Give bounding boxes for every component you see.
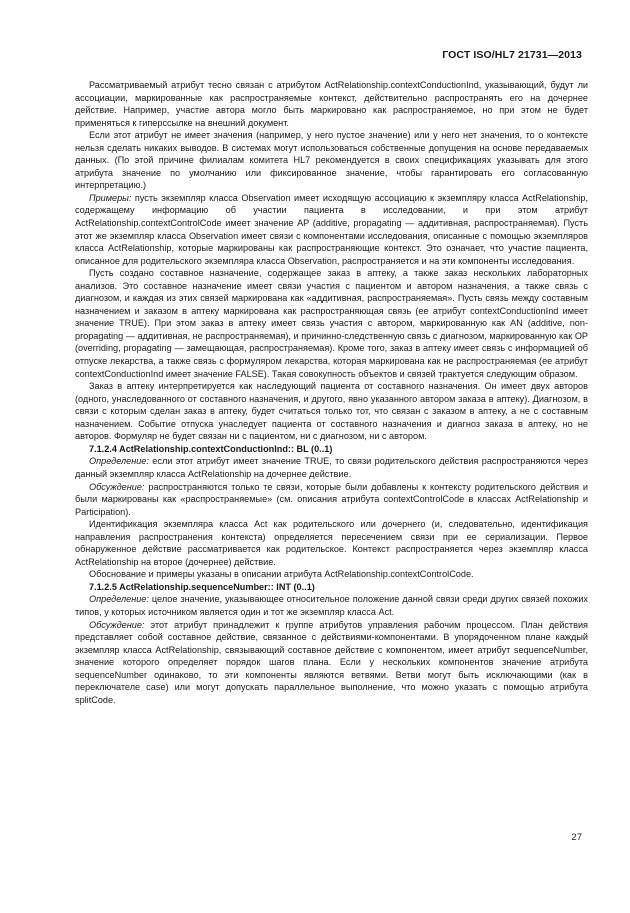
document-header: ГОСТ ISO/HL7 21731—2013 [442,49,582,61]
paragraph [75,192,588,267]
paragraph-lead: Примеры: [89,192,132,203]
paragraph-text: этот атрибут принадлежит к группе атрибутов управления рабочим процессом. План действия представляет собой составное действие, связанное с действиями-компонентами. В упорядоченном плане каждый экземпляр класса ActRelationship, связывающий составное действие с компонентом, имеет атрибут sequenceNumber, значение которого определяет порядок шагов плана. Если у нескольких компонентов значение атрибута sequenceNumber одинаково, то эти компоненты являются ветвями. Ветви могут быть исключающими (как в переключателе case) или могут допускать параллельное выполнение, что можно указать с помощью атрибута splitCode. [75,619,588,705]
paragraph [75,79,588,129]
paragraph [75,129,588,192]
paragraph [75,481,588,519]
paragraph-text: Обоснование и примеры указаны в описании атрибута ActRelationship.contextControlCode. [89,569,474,580]
paragraph-text: Идентификация экземпляра класса Act как родительского или дочернего (и, следовательно, идентификация направления распространения контекста) определяется пересечением связи при ее сериализации. Первое обнаруженное действие рассматривается как родительское. Контекст распространяется через экземпляр класса ActRelationship на второе (дочернее) действие. [75,519,588,567]
section-heading [75,443,588,456]
paragraph-text: Если этот атрибут не имеет значения (например, у него пустое значение) или у него нет значения, то о контексте нельзя сделать никаких выводов. В системах могут использоваться собственные допущения на основе передаваемых данных. (По этой причине филиалам комитета HL7 рекомендуется в своих спецификациях указывать для этого атрибута значение по умолчанию или фиксированное значение, чтобы гарантировать его согласованную интерпретацию.) [75,130,588,191]
paragraph [75,619,588,707]
paragraph [75,267,588,380]
body-text [75,79,588,706]
paragraph-text: Пусть создано составное назначение, содержащее заказ в аптеку, а также заказ нескольких лабораторных анализов. Это составное назначение имеет связи участия с пациентом и автором назначения, а также связь с диагнозом, и каждая из этих связей маркирована как «аддитивная, распространяемая». Пусть связь между составным назначением и заказом в аптеку маркирована как распространяющая связь (ее атрибут contextConductionInd имеет значение TRUE). При этом заказ в аптеку имеет связь участия с автором, маркированную как AN (additive, non-propagating — аддитивная, не распространяемая), и причинно-следственную связь с диагнозом, маркированную как OP (overriding, propagating — замещающая, распространяемая). Кроме того, заказ в аптеку имеет связь с информацией об отпуске лекарства, а также связь с формуляром лекарства, которая маркирована как не распространяемая (ее атрибут contextConductionInd имеет значение FALSE). Такая совокупность объектов и связей трактуется следующим образом. [75,268,588,379]
paragraph [75,518,588,568]
paragraph-text: 7.1.2.5 ActRelationship.sequenceNumber:: INT (0..1) [89,581,315,592]
paragraph-lead: Определение: [89,594,149,605]
paragraph [75,455,588,480]
paragraph-text: Рассматриваемый атрибут тесно связан с атрибутом ActRelationship.contextConductionInd, указывающий, будут ли ассоциации, маркированные как распространяемые контекст, действительно распространять его на дочернее действие. Например, участие автора могло быть маркировано как распространяемое, но при этом не будет применяться к гиперссылке на внешний документ. [75,80,588,128]
paragraph-text: целое значение, указывающее относительное положение данной связи среди других связей похожих типов, у которых источником является один и тот же экземпляр класса Act. [75,594,588,617]
paragraph-lead: Обсуждение: [89,619,145,630]
paragraph-text: пусть экземпляр класса Observation имеет исходящую ассоциацию к экземпляру класса ActRelationship, содержащему информацию об участии пациента в исследовании, и при этом атрибут ActRelationship.contextControlCode имеет значение AP (additive, propagating — аддитивная, распространяемая). Пусть этот же экземпляр класса Observation имеет связи с компонентами исследования, описанные с помощью экземпляров класса ActRelationship, которые маркированы как распространяющие контекст. Это означает, что участие пациента, описанное для родительского экземпляра класса Observation, распространяется и на эти компоненты исследования. [75,192,588,266]
paragraph [75,568,588,581]
paragraph-text: Заказ в аптеку интерпретируется как наследующий пациента от составного назначения. Он имеет двух авторов (одного, унаследованного от составного назначения, и другого, явно указанного автором заказа в аптеку). Диагнозом, в связи с которым сделан заказ в аптеку, будет считаться только тот, что связан с заказом в аптеку, а не с составным назначением. Событие отпуска унаследует пациента от составного назначения и диагноз заказа в аптеку, но не авторов. Формуляр не будет связан ни с пациентом, ни с диагнозом, ни с автором. [75,381,588,442]
paragraph-text: распространяются только те связи, которые были добавлены к контексту родительского действия и были маркированы как «распространяемые» (см. описания атрибута contextControlCode в классах ActRelationship и Participation). [75,481,588,517]
section-heading [75,581,588,594]
paragraph [75,593,588,618]
paragraph-text: 7.1.2.4 ActRelationship.contextConductionInd:: BL (0..1) [89,443,333,454]
paragraph [75,380,588,443]
paragraph-text: если этот атрибут имеет значение TRUE, то связи родительского действия распространяются через данный экземпляр класса ActRelationship на дочернее действие. [75,456,588,479]
page-number: 27 [571,832,582,843]
paragraph-lead: Обсуждение: [89,481,145,492]
paragraph-lead: Определение: [89,456,149,467]
